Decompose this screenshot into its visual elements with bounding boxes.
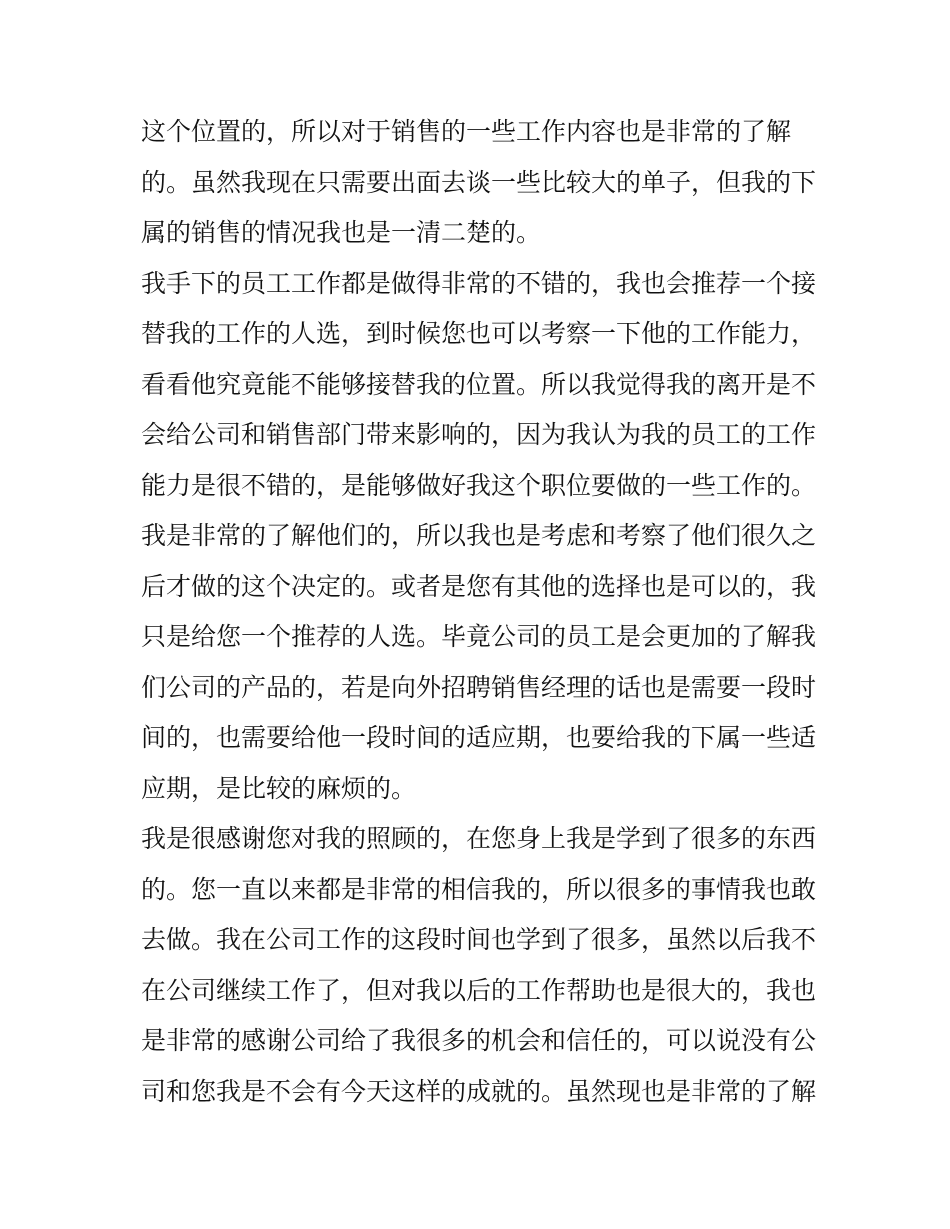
text-line: 会给公司和销售部门带来影响的，因为我认为我的员工的工作 bbox=[141, 420, 817, 449]
text-line: 去做。我在公司工作的这段时间也学到了很多，虽然以后我不 bbox=[141, 925, 817, 954]
text-line: 我是很感谢您对我的照顾的，在您身上我是学到了很多的东西 bbox=[141, 824, 817, 853]
text-line: 的。您一直以来都是非常的相信我的，所以很多的事情我也敢 bbox=[141, 874, 817, 904]
text-line: 在公司继续工作了，但对我以后的工作帮助也是很大的，我也 bbox=[141, 975, 817, 1005]
text-line: 是非常的感谢公司给了我很多的机会和信任的，可以说没有公 bbox=[141, 1026, 817, 1055]
text-line: 的。虽然我现在只需要出面去谈一些比较大的单子，但我的下 bbox=[141, 167, 817, 197]
text-line: 属的销售的情况我也是一清二楚的。 bbox=[141, 218, 542, 247]
text-line: 只是给您一个推荐的人选。毕竟公司的员工是会更加的了解我 bbox=[141, 622, 817, 651]
text-line: 司和您我是不会有今天这样的成就的。虽然现也是非常的了解 bbox=[141, 1076, 817, 1106]
text-line: 后才做的这个决定的。或者是您有其他的选择也是可以的，我 bbox=[141, 571, 817, 601]
text-line: 能力是很不错的，是能够做好我这个职位要做的一些工作的。 bbox=[141, 470, 817, 500]
text-line: 我手下的员工工作都是做得非常的不错的，我也会推荐一个接 bbox=[141, 268, 817, 298]
text-line: 间的，也需要给他一段时间的适应期，也要给我的下属一些适 bbox=[141, 723, 817, 752]
text-line: 替我的工作的人选，到时候您也可以考察一下他的工作能力， bbox=[141, 319, 817, 348]
text-line: 应期，是比较的麻烦的。 bbox=[141, 773, 417, 803]
document-body bbox=[141, 107, 821, 1117]
text-line: 看看他究竟能不能够接替我的位置。所以我觉得我的离开是不 bbox=[141, 369, 817, 399]
text-line: 这个位置的，所以对于销售的一些工作内容也是非常的了解 bbox=[141, 117, 792, 146]
text-line: 我是非常的了解他们的，所以我也是考虑和考察了他们很久之 bbox=[141, 521, 817, 550]
text-line: 们公司的产品的，若是向外招聘销售经理的话也是需要一段时 bbox=[141, 672, 817, 702]
